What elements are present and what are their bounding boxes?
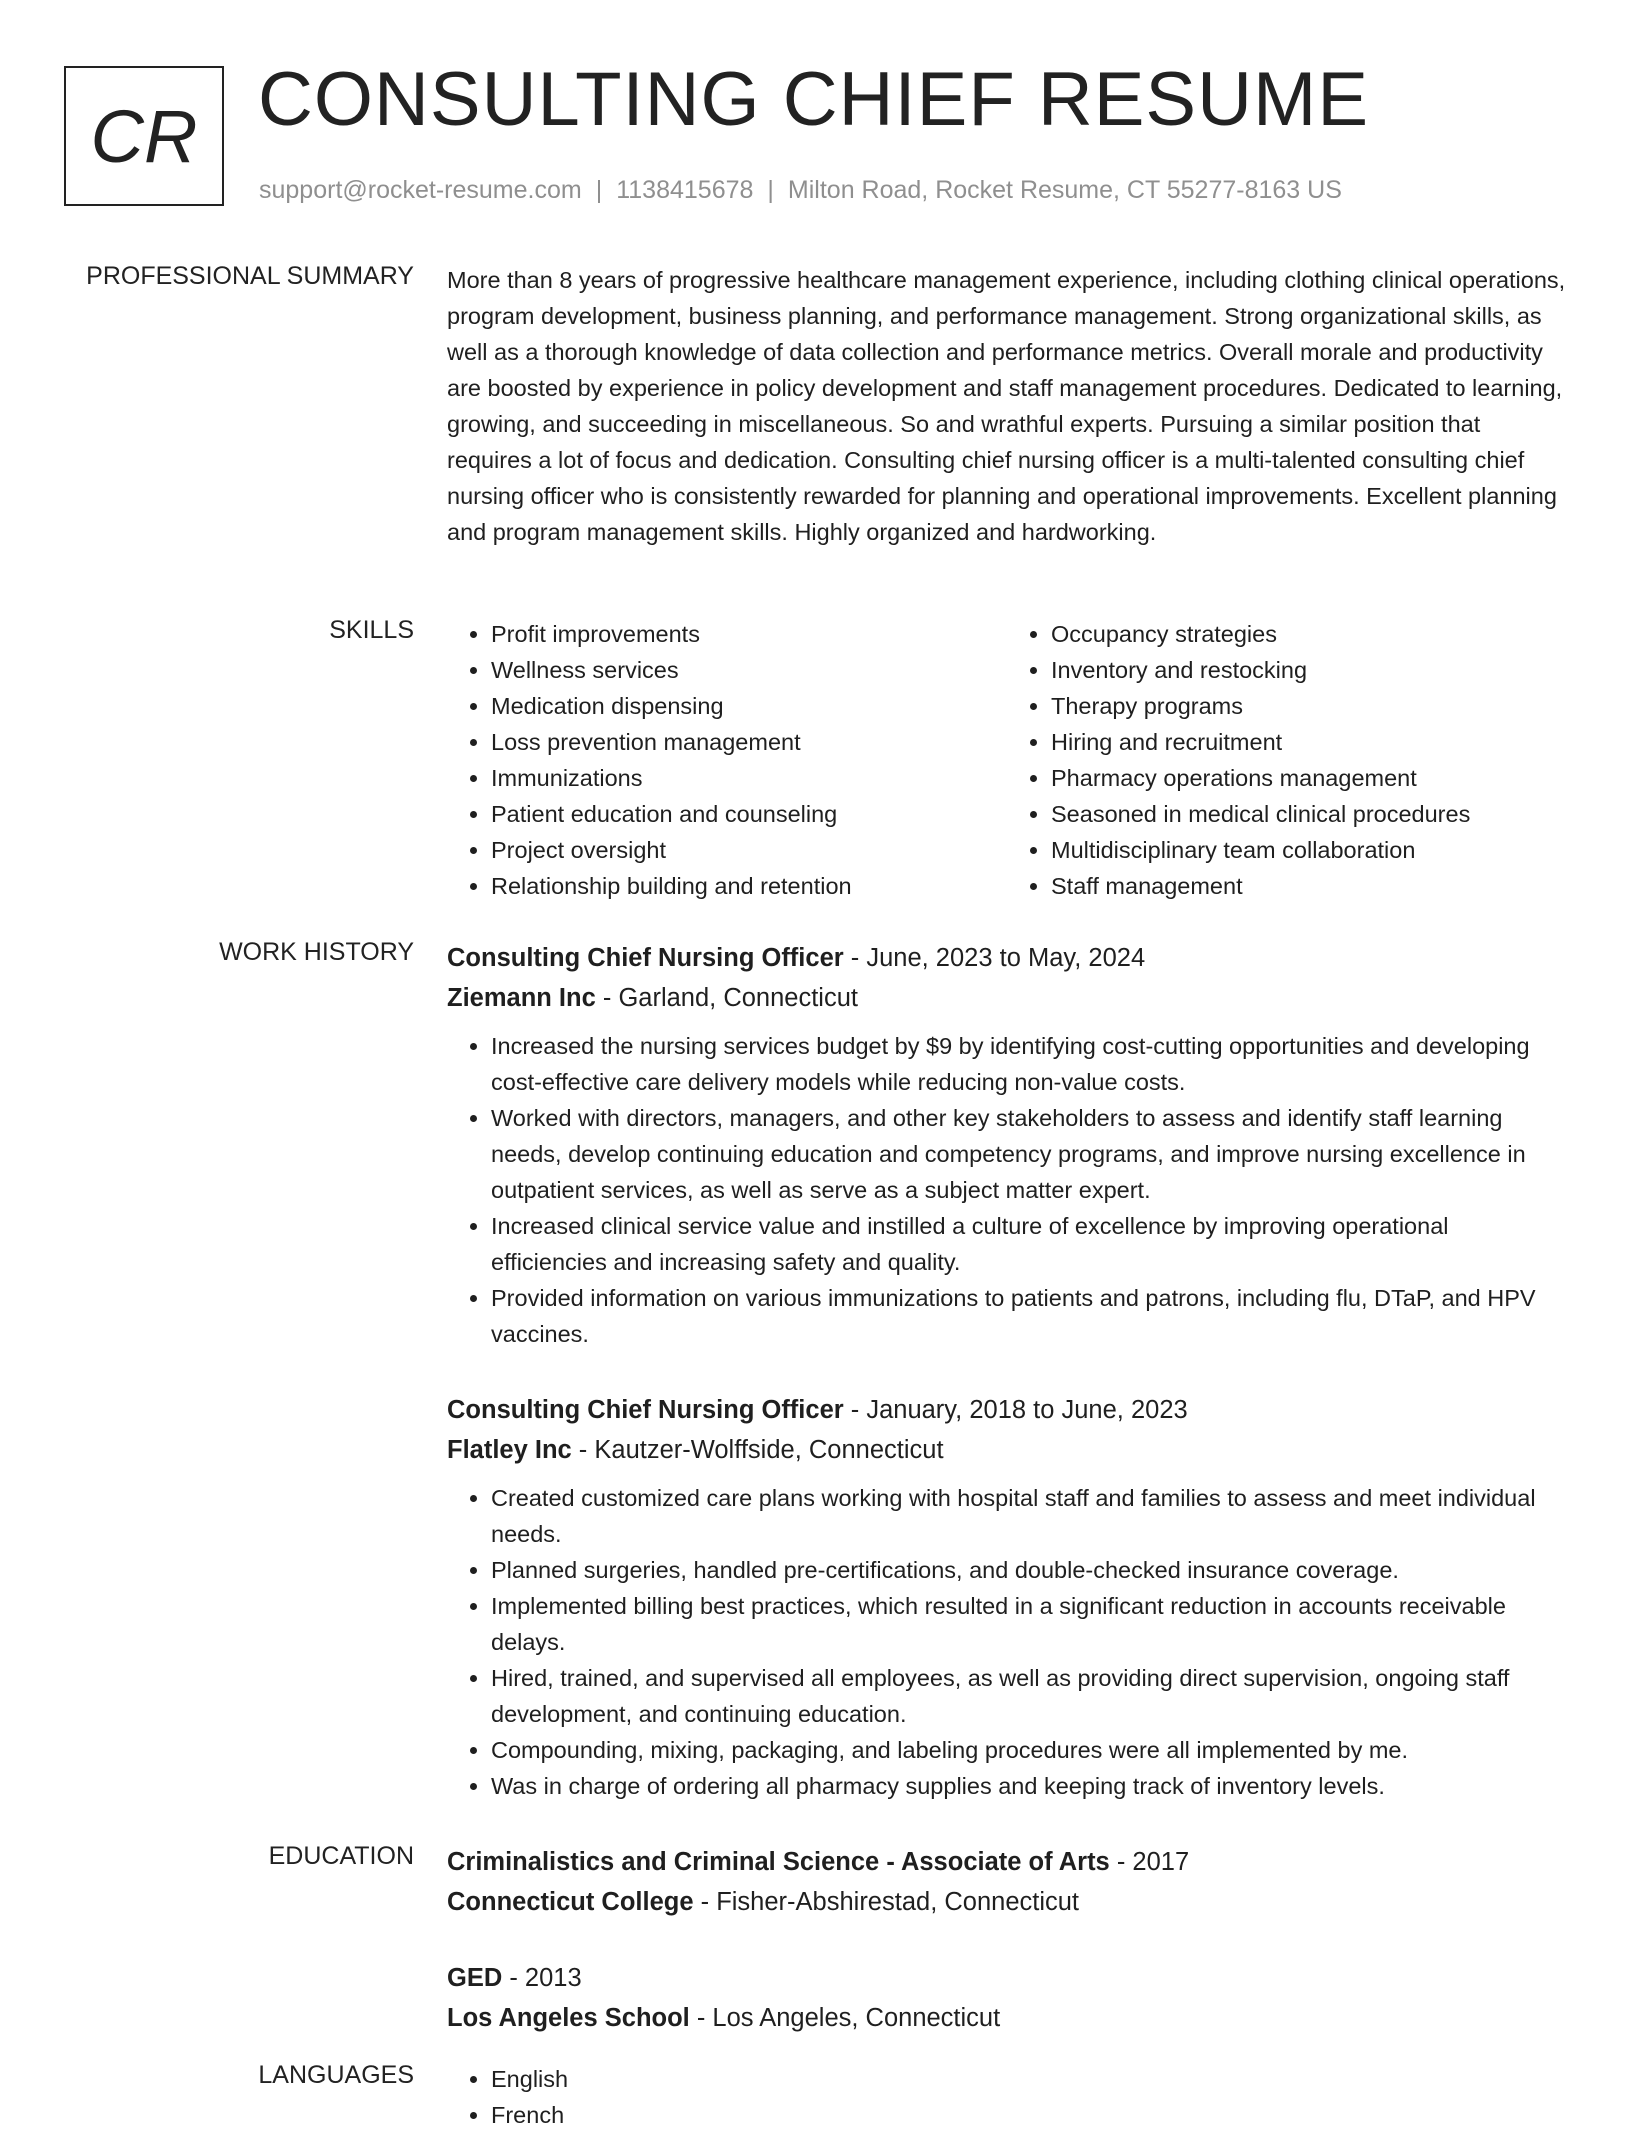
work-history-body [447, 938, 1567, 1842]
job-title-line [447, 938, 1567, 978]
resume-title: CONSULTING CHIEF RESUME [258, 57, 1370, 142]
summary-body [447, 262, 1567, 550]
job-entry [447, 1390, 1567, 1804]
education-entry [447, 1842, 1567, 1922]
section-label-languages: LANGUAGES [258, 2061, 414, 2089]
education-location: - Fisher-Abshirestad, Connecticut [693, 1888, 1080, 1916]
skill-item: • Immunizations [491, 760, 1007, 796]
contact-phone: 1138415678 [616, 176, 754, 204]
education-school: Los Angeles School [447, 2004, 690, 2032]
job-title-line [447, 1390, 1567, 1430]
education-year: - 2017 [1109, 1848, 1190, 1876]
job-location: - Kautzer-Wolffside, Connecticut [571, 1436, 944, 1464]
monogram-logo: CR [64, 66, 224, 206]
job-entry [447, 938, 1567, 1352]
skill-item: • Therapy programs [1051, 688, 1567, 724]
skills-columns [447, 616, 1567, 904]
skill-item: • Relationship building and retention [491, 868, 1007, 904]
job-bullet: • Increased clinical service value and instilled a culture of excellence by improving operational efficiencies and increasing safety and quality. [491, 1208, 1567, 1280]
job-bullets [447, 1028, 1567, 1352]
job-company-line [447, 978, 1567, 1018]
job-company: Flatley Inc [447, 1436, 572, 1464]
education-school: Connecticut College [447, 1888, 694, 1916]
job-bullet: • Planned surgeries, handled pre-certifications, and double-checked insurance coverage. [491, 1552, 1567, 1588]
skill-item: • Medication dispensing [491, 688, 1007, 724]
job-bullet: • Was in charge of ordering all pharmacy supplies and keeping track of inventory levels. [491, 1768, 1567, 1804]
skill-item: • Inventory and restocking [1051, 652, 1567, 688]
skill-item: • Hiring and recruitment [1051, 724, 1567, 760]
section-label-work: WORK HISTORY [219, 938, 414, 966]
job-bullet: • Increased the nursing services budget by $9 by identifying cost-cutting opportunities and developing cost-effective care delivery models while reducing non-value costs. [491, 1028, 1567, 1100]
language-item: • English [491, 2061, 1567, 2097]
skill-item: • Pharmacy operations management [1051, 760, 1567, 796]
skills-list-right [1007, 616, 1567, 904]
skill-item: • Profit improvements [491, 616, 1007, 652]
education-degree-line [447, 1842, 1567, 1882]
education-degree: Criminalistics and Criminal Science - Associate of Arts [447, 1848, 1110, 1876]
education-location: - Los Angeles, Connecticut [689, 2004, 1001, 2032]
job-dates: - June, 2023 to May, 2024 [843, 944, 1146, 972]
skill-item: • Occupancy strategies [1051, 616, 1567, 652]
education-school-line [447, 1882, 1567, 1922]
education-entry [447, 1958, 1567, 2038]
skill-item: • Staff management [1051, 868, 1567, 904]
contact-line [259, 176, 1342, 205]
skill-item: • Multidisciplinary team collaboration [1051, 832, 1567, 868]
languages-list [447, 2061, 1567, 2133]
job-bullet: • Created customized care plans working with hospital staff and families to assess and meet individual needs. [491, 1480, 1567, 1552]
languages-body [447, 2061, 1567, 2133]
job-company-line [447, 1430, 1567, 1470]
skills-list-left [447, 616, 1007, 904]
contact-separator: | [595, 176, 603, 204]
job-bullet: • Hired, trained, and supervised all employees, as well as providing direct supervision, ongoing staff development, and continuing education. [491, 1660, 1567, 1732]
skill-item: • Patient education and counseling [491, 796, 1007, 832]
education-body [447, 1842, 1567, 2074]
contact-separator: | [767, 176, 774, 204]
job-bullet: • Compounding, mixing, packaging, and labeling procedures were all implemented by me. [491, 1732, 1567, 1768]
education-degree: GED [447, 1964, 503, 1992]
job-location: - Garland, Connecticut [595, 984, 858, 1012]
job-title: Consulting Chief Nursing Officer [447, 944, 844, 972]
skill-item: • Project oversight [491, 832, 1007, 868]
section-label-skills: SKILLS [329, 616, 414, 644]
job-bullet: • Worked with directors, managers, and other key stakeholders to assess and identify staff learning needs, develop continuing education and competency programs, and improve nursing excellence in outpatient services, as well as serve as a subject matter expert. [491, 1100, 1567, 1208]
job-bullet: • Provided information on various immunizations to patients and patrons, including flu, DTaP, and HPV vaccines. [491, 1280, 1567, 1352]
contact-email[interactable]: support@rocket-resume.com [259, 176, 582, 204]
education-degree-line [447, 1958, 1567, 1998]
skill-item: • Seasoned in medical clinical procedures [1051, 796, 1567, 832]
summary-text: More than 8 years of progressive healthcare management experience, including clothing clinical operations, program development, business planning, and performance management. Strong organizational skills, as well as a thorough knowledge of data collection and performance metrics. Overall morale and productivity are boosted by experience in policy development and staff management procedures. Dedicated to learning, growing, and succeeding in miscellaneous. So and wrathful experts. Pursuing a similar position that requires a lot of focus and dedication. Consulting chief nursing officer is a multi-talented consulting chief nursing officer who is consistently rewarded for planning and operational improvements. Excellent planning and program management skills. Highly organized and hardworking. [447, 267, 1566, 545]
job-company: Ziemann Inc [447, 984, 596, 1012]
education-year: - 2013 [502, 1964, 582, 1992]
job-dates: - January, 2018 to June, 2023 [843, 1396, 1188, 1424]
language-item: • French [491, 2097, 1567, 2133]
section-label-summary: PROFESSIONAL SUMMARY [86, 262, 414, 290]
job-bullet: • Implemented billing best practices, which resulted in a significant reduction in accounts receivable delays. [491, 1588, 1567, 1660]
skill-item: • Wellness services [491, 652, 1007, 688]
job-title: Consulting Chief Nursing Officer [447, 1396, 844, 1424]
skill-item: • Loss prevention management [491, 724, 1007, 760]
contact-address: Milton Road, Rocket Resume, CT 55277-8163 US [787, 176, 1342, 204]
education-school-line [447, 1998, 1567, 2038]
section-label-education: EDUCATION [268, 1842, 414, 1870]
job-bullets [447, 1480, 1567, 1804]
